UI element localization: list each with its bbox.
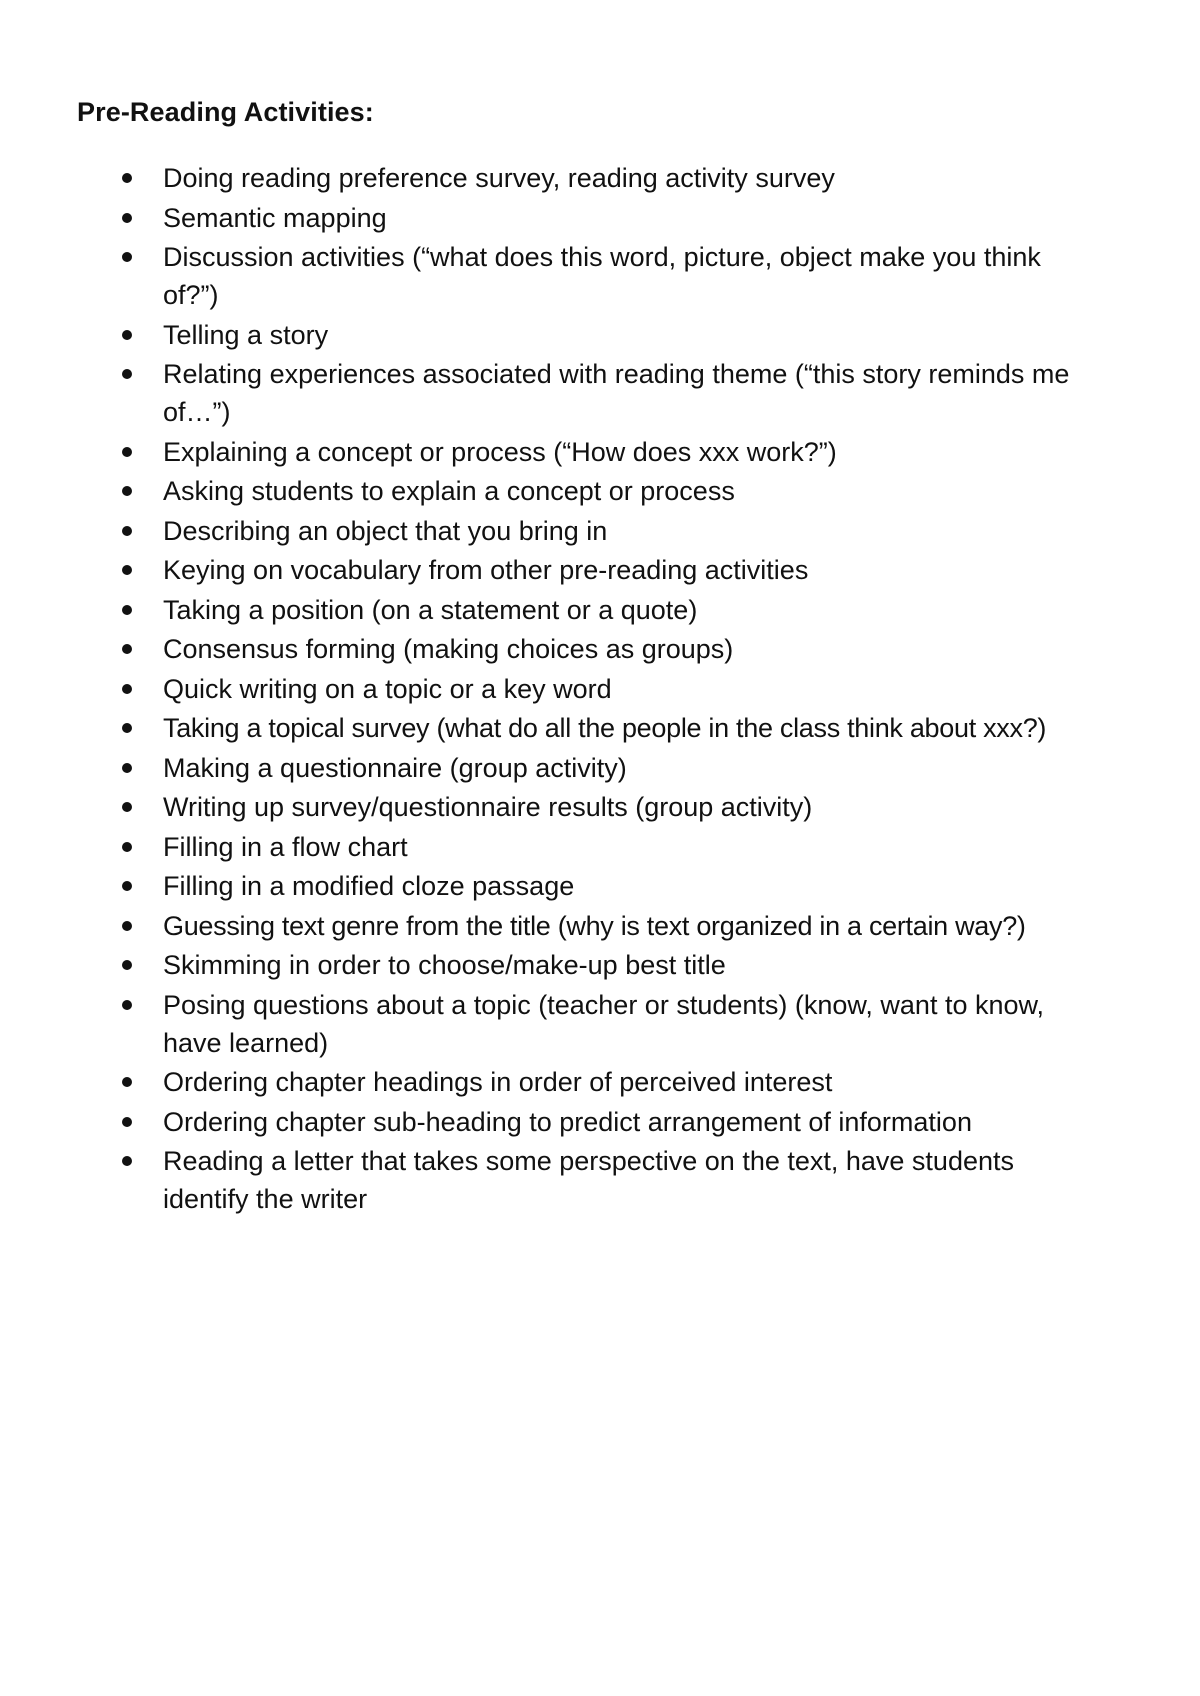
list-item xyxy=(0,630,1200,668)
list-item-text: Quick writing on a topic or a key word xyxy=(163,673,612,704)
list-item xyxy=(0,867,1200,905)
list-item-text: Ordering chapter sub-heading to predict arrangement of information xyxy=(163,1106,972,1137)
list-item xyxy=(0,551,1200,589)
list-item-text: Relating experiences associated with reading theme (“this story reminds me of…”) xyxy=(163,359,1070,427)
bullet-icon xyxy=(122,447,132,457)
bullet-icon xyxy=(122,723,132,733)
bullet-icon xyxy=(122,1000,132,1010)
list-item-text: Posing questions about a topic (teacher or students) (know, want to know, have learned) xyxy=(163,989,1045,1058)
list-item xyxy=(0,238,1200,314)
list-item xyxy=(0,709,1200,747)
bullet-icon xyxy=(122,1077,132,1087)
bullet-icon xyxy=(122,173,132,183)
list-item-text: Discussion activities (“what does this word, picture, object make you think of?”) xyxy=(163,242,1041,310)
list-item xyxy=(0,512,1200,550)
bullet-icon xyxy=(122,369,132,379)
list-item-text: Describing an object that you bring in xyxy=(163,515,608,546)
list-item-text: Keying on vocabulary from other pre-reading activities xyxy=(163,555,809,585)
bullet-icon xyxy=(122,802,132,812)
list-item xyxy=(0,316,1200,354)
list-item-text: Semantic mapping xyxy=(163,202,387,233)
list-item xyxy=(0,472,1200,510)
bullet-icon xyxy=(122,252,132,262)
list-item xyxy=(0,1063,1200,1101)
list-item xyxy=(0,788,1200,826)
list-item-text: Doing reading preference survey, reading activity survey xyxy=(163,163,835,193)
list-item-text: Taking a topical survey (what do all the people in the class think about xxx?) xyxy=(163,713,1047,743)
list-item xyxy=(0,907,1200,945)
bullet-icon xyxy=(122,763,132,773)
bullet-icon xyxy=(122,605,132,615)
list-item-text: Skimming in order to choose/make-up best title xyxy=(163,950,726,980)
list-item-text: Consensus forming (making choices as groups) xyxy=(163,634,734,664)
list-item xyxy=(0,670,1200,708)
activity-list xyxy=(0,159,1200,1220)
list-item xyxy=(0,355,1200,431)
list-item xyxy=(0,1142,1200,1218)
list-item xyxy=(0,591,1200,629)
list-item-text: Telling a story xyxy=(163,319,329,350)
bullet-icon xyxy=(122,842,132,852)
list-item-text: Asking students to explain a concept or process xyxy=(163,476,735,506)
bullet-icon xyxy=(122,1117,132,1127)
bullet-icon xyxy=(122,1156,132,1166)
list-item xyxy=(0,946,1200,984)
list-item xyxy=(0,1103,1200,1141)
page-title: Pre-Reading Activities: xyxy=(77,97,374,127)
bullet-icon xyxy=(122,684,132,694)
bullet-icon xyxy=(122,213,132,223)
list-item-text: Guessing text genre from the title (why is text organized in a certain way?) xyxy=(163,910,1026,941)
bullet-icon xyxy=(122,526,132,536)
bullet-icon xyxy=(122,644,132,654)
bullet-icon xyxy=(122,921,132,931)
list-item xyxy=(0,828,1200,866)
list-item xyxy=(0,986,1200,1062)
bullet-icon xyxy=(122,486,132,496)
bullet-icon xyxy=(122,330,132,340)
list-item xyxy=(0,749,1200,787)
list-item-text: Filling in a flow chart xyxy=(163,831,408,862)
list-item xyxy=(0,199,1200,237)
list-item-text: Reading a letter that takes some perspective on the text, have students identify the writer xyxy=(163,1146,1015,1214)
list-item-text: Explaining a concept or process (“How does xxx work?”) xyxy=(163,436,837,467)
bullet-icon xyxy=(122,881,132,891)
list-item-text: Writing up survey/questionnaire results (group activity) xyxy=(163,792,813,822)
bullet-icon xyxy=(122,565,132,575)
list-item-text: Making a questionnaire (group activity) xyxy=(163,752,627,783)
bullet-icon xyxy=(122,960,132,970)
list-item-text: Filling in a modified cloze passage xyxy=(163,871,575,901)
list-item xyxy=(0,159,1200,197)
list-item-text: Ordering chapter headings in order of perceived interest xyxy=(163,1067,833,1097)
list-item xyxy=(0,433,1200,471)
list-item-text: Taking a position (on a statement or a quote) xyxy=(163,594,698,625)
